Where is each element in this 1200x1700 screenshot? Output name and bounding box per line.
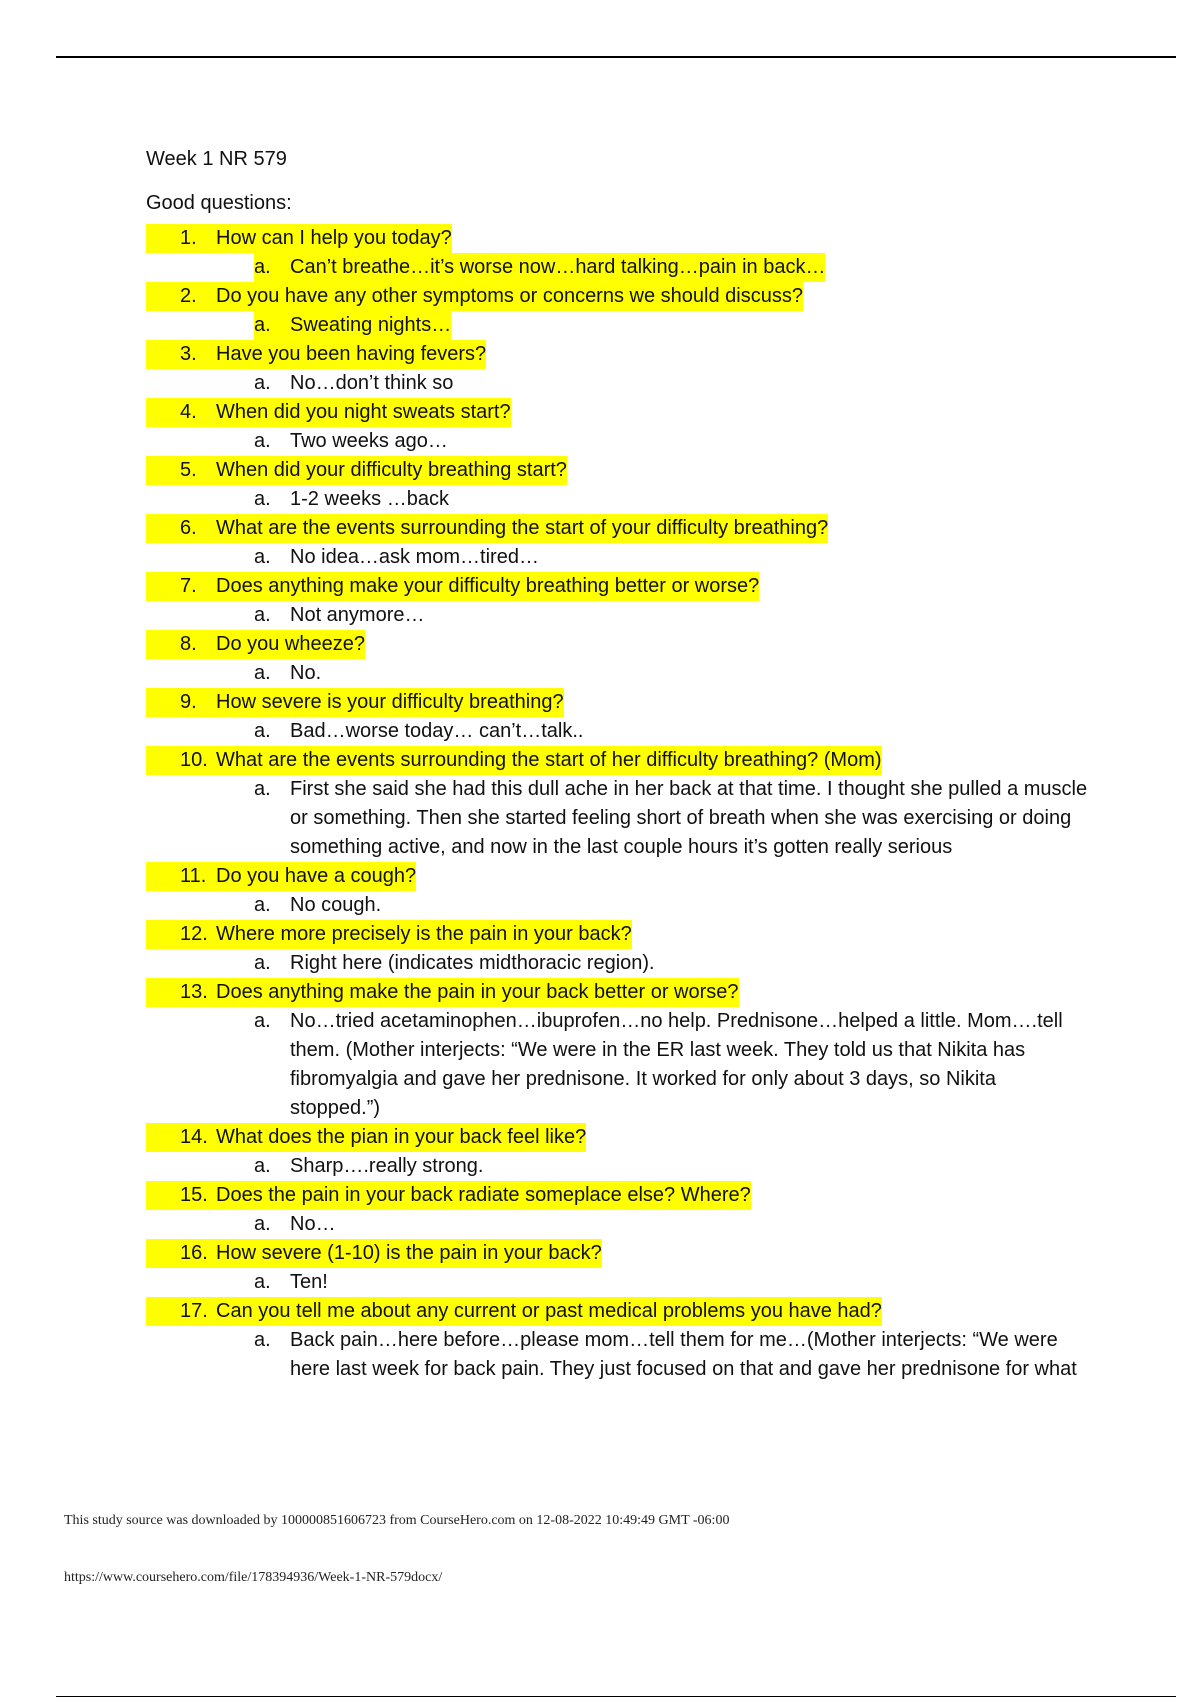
- question-text: Do you wheeze?: [216, 633, 365, 655]
- question-number: 8.: [180, 633, 197, 655]
- answer-text: No cough.: [290, 894, 382, 916]
- question-text: Do you have a cough?: [216, 865, 417, 887]
- question-highlight: [146, 398, 511, 427]
- question-number: 5.: [180, 459, 197, 481]
- answer-item: [146, 1268, 1106, 1297]
- answer-text: Two weeks ago…: [290, 430, 448, 452]
- question-line: [146, 630, 1106, 659]
- question-highlight: [146, 340, 486, 369]
- question-line: [146, 572, 1106, 601]
- answer-text: Not anymore…: [290, 604, 425, 626]
- answer-item: [146, 1152, 1106, 1181]
- answer-letter: a.: [254, 546, 271, 568]
- question-item: [146, 340, 1106, 398]
- question-number: 10.: [180, 749, 208, 771]
- question-text: When did your difficulty breathing start?: [216, 459, 567, 481]
- answer-list: [146, 659, 1106, 688]
- question-highlight: [146, 978, 739, 1007]
- question-highlight: [146, 1123, 586, 1152]
- question-number: 17.: [180, 1300, 208, 1322]
- question-text: What are the events surrounding the start of her difficulty breathing? (Mom): [216, 749, 882, 771]
- question-item: [146, 1239, 1106, 1297]
- question-number: 6.: [180, 517, 197, 539]
- answer-text: Sweating nights…: [290, 314, 452, 336]
- question-item: [146, 282, 1106, 340]
- answer-letter: a.: [254, 662, 271, 684]
- answer-item: [146, 311, 1106, 340]
- answer-item: [146, 253, 1106, 282]
- question-item: [146, 514, 1106, 572]
- answer-item: [146, 543, 1106, 572]
- answer-letter: a.: [254, 1213, 271, 1235]
- question-line: [146, 1239, 1106, 1268]
- question-line: [146, 514, 1106, 543]
- answer-letter: a.: [254, 720, 271, 742]
- question-text: Does anything make the pain in your back better or worse?: [216, 981, 739, 1003]
- question-line: [146, 282, 1106, 311]
- question-highlight: [146, 1239, 602, 1268]
- answer-letter: a.: [254, 894, 271, 916]
- answer-list: [146, 427, 1106, 456]
- answer-text: Sharp….really strong.: [290, 1155, 484, 1177]
- question-item: [146, 630, 1106, 688]
- question-highlight: [146, 630, 365, 659]
- question-item: [146, 862, 1106, 920]
- question-text: When did you night sweats start?: [216, 401, 511, 423]
- answer-list: [146, 1268, 1106, 1297]
- answer-item: [146, 427, 1106, 456]
- answer-letter: a.: [254, 778, 271, 800]
- answer-highlight: [254, 253, 825, 282]
- intro-heading: Good questions:: [146, 192, 292, 214]
- question-line: [146, 224, 1106, 253]
- answer-letter: a.: [254, 952, 271, 974]
- question-highlight: [146, 1297, 882, 1326]
- question-line: [146, 978, 1106, 1007]
- question-highlight: [146, 514, 828, 543]
- question-highlight: [146, 688, 564, 717]
- question-number: 13.: [180, 981, 208, 1003]
- answer-list: [146, 1152, 1106, 1181]
- answer-letter: a.: [254, 1155, 271, 1177]
- question-text: How severe (1-10) is the pain in your back?: [216, 1242, 602, 1264]
- question-line: [146, 340, 1106, 369]
- answer-text: 1-2 weeks …back: [290, 488, 449, 510]
- question-text: What are the events surrounding the start of your difficulty breathing?: [216, 517, 829, 539]
- question-highlight: [146, 746, 882, 775]
- bottom-rule: [56, 1696, 1176, 1697]
- answer-letter: a.: [254, 314, 271, 336]
- answer-list: [146, 1007, 1106, 1123]
- answer-list: [146, 253, 1106, 282]
- question-highlight: [146, 920, 632, 949]
- question-item: [146, 456, 1106, 514]
- answer-text: No…: [290, 1213, 336, 1235]
- answer-item: [146, 1326, 1106, 1384]
- answer-list: [146, 601, 1106, 630]
- answer-letter: a.: [254, 430, 271, 452]
- answer-text: Bad…worse today… can’t…talk..: [290, 720, 584, 742]
- question-item: [146, 224, 1106, 282]
- question-item: [146, 1123, 1106, 1181]
- question-number: 7.: [180, 575, 197, 597]
- question-text: How severe is your difficulty breathing?: [216, 691, 564, 713]
- question-line: [146, 920, 1106, 949]
- download-notice: This study source was downloaded by 100000851606723 from CourseHero.com on 12-08-2022 10:49:49 GMT -06:00: [64, 1513, 730, 1528]
- answer-item: [146, 717, 1106, 746]
- question-line: [146, 746, 1106, 775]
- answer-item: [146, 891, 1106, 920]
- answer-letter: a.: [254, 1329, 271, 1351]
- question-text: What does the pian in your back feel like?: [216, 1126, 587, 1148]
- question-number: 4.: [180, 401, 197, 423]
- question-line: [146, 1181, 1106, 1210]
- answer-text: Ten!: [290, 1271, 328, 1293]
- question-number: 1.: [180, 227, 197, 249]
- answer-list: [146, 717, 1106, 746]
- answer-item: [146, 659, 1106, 688]
- question-text: Where more precisely is the pain in your back?: [216, 923, 632, 945]
- answer-list: [146, 485, 1106, 514]
- question-number: 11.: [180, 865, 207, 887]
- question-text: Does the pain in your back radiate someplace else? Where?: [216, 1184, 751, 1206]
- question-item: [146, 746, 1106, 862]
- answer-text: Right here (indicates midthoracic region).: [290, 952, 655, 974]
- question-highlight: [146, 1181, 751, 1210]
- question-highlight: [146, 862, 416, 891]
- answer-text: Back pain…here before…please mom…tell them for me…(Mother interjects: “We were here last week for back pain. They just focused on that and gave her prednisone for what: [290, 1329, 1077, 1380]
- question-number: 2.: [180, 285, 197, 307]
- question-text: How can I help you today?: [216, 227, 452, 249]
- question-text: Have you been having fevers?: [216, 343, 487, 365]
- answer-text: No…tried acetaminophen…ibuprofen…no help. Prednisone…helped a little. Mom….tell them. (Mother interjects: “We were in the ER last week. They told us that Nikita has fibromyalgia and gave her prednisone. It worked for only about 3 days, so Nikita stopped.”): [290, 1010, 1063, 1119]
- question-line: [146, 398, 1106, 427]
- question-item: [146, 920, 1106, 978]
- question-text: Do you have any other symptoms or concerns we should discuss?: [216, 285, 803, 307]
- question-line: [146, 1297, 1106, 1326]
- answer-letter: a.: [254, 372, 271, 394]
- answer-text: First she said she had this dull ache in her back at that time. I thought she pulled a muscle or something. Then she started feeling short of breath when she was exercising or doing something active, and now in the last couple hours it’s gotten really serious: [290, 778, 1088, 858]
- question-line: [146, 456, 1106, 485]
- answer-list: [146, 775, 1106, 862]
- answer-letter: a.: [254, 488, 271, 510]
- answer-list: [146, 543, 1106, 572]
- answer-list: [146, 1326, 1106, 1384]
- answer-item: [146, 775, 1106, 862]
- answer-letter: a.: [254, 256, 271, 278]
- document-title: Week 1 NR 579: [146, 148, 287, 170]
- answer-item: [146, 1007, 1106, 1123]
- answer-text: No…don’t think so: [290, 372, 454, 394]
- question-item: [146, 978, 1106, 1123]
- answer-text: No.: [290, 662, 322, 684]
- top-rule: [56, 56, 1176, 58]
- question-list: [146, 224, 1106, 1384]
- answer-letter: a.: [254, 1010, 271, 1032]
- question-number: 16.: [180, 1242, 208, 1264]
- answer-list: [146, 949, 1106, 978]
- answer-text: No idea…ask mom…tired…: [290, 546, 539, 568]
- source-url[interactable]: https://www.coursehero.com/file/178394936/Week-1-NR-579docx/: [64, 1570, 443, 1585]
- answer-letter: a.: [254, 604, 271, 626]
- document-body: [146, 146, 1106, 1384]
- answer-item: [146, 601, 1106, 630]
- answer-list: [146, 1210, 1106, 1239]
- answer-list: [146, 311, 1106, 340]
- question-line: [146, 862, 1106, 891]
- question-item: [146, 572, 1106, 630]
- question-number: 15.: [180, 1184, 208, 1206]
- question-item: [146, 688, 1106, 746]
- question-line: [146, 1123, 1106, 1152]
- question-number: 9.: [180, 691, 197, 713]
- question-item: [146, 1181, 1106, 1239]
- answer-item: [146, 369, 1106, 398]
- question-highlight: [146, 224, 452, 253]
- question-highlight: [146, 456, 567, 485]
- question-item: [146, 398, 1106, 456]
- answer-text: Can’t breathe…it’s worse now…hard talking…pain in back…: [290, 256, 826, 278]
- question-highlight: [146, 282, 803, 311]
- answer-item: [146, 1210, 1106, 1239]
- answer-list: [146, 891, 1106, 920]
- answer-item: [146, 949, 1106, 978]
- question-number: 14.: [180, 1126, 208, 1148]
- question-number: 3.: [180, 343, 197, 365]
- question-line: [146, 688, 1106, 717]
- answer-item: [146, 485, 1106, 514]
- question-text: Does anything make your difficulty breathing better or worse?: [216, 575, 760, 597]
- answer-letter: a.: [254, 1271, 271, 1293]
- answer-list: [146, 369, 1106, 398]
- question-text: Can you tell me about any current or past medical problems you have had?: [216, 1300, 882, 1322]
- answer-highlight: [254, 311, 451, 340]
- question-number: 12.: [180, 923, 208, 945]
- question-highlight: [146, 572, 759, 601]
- question-item: [146, 1297, 1106, 1384]
